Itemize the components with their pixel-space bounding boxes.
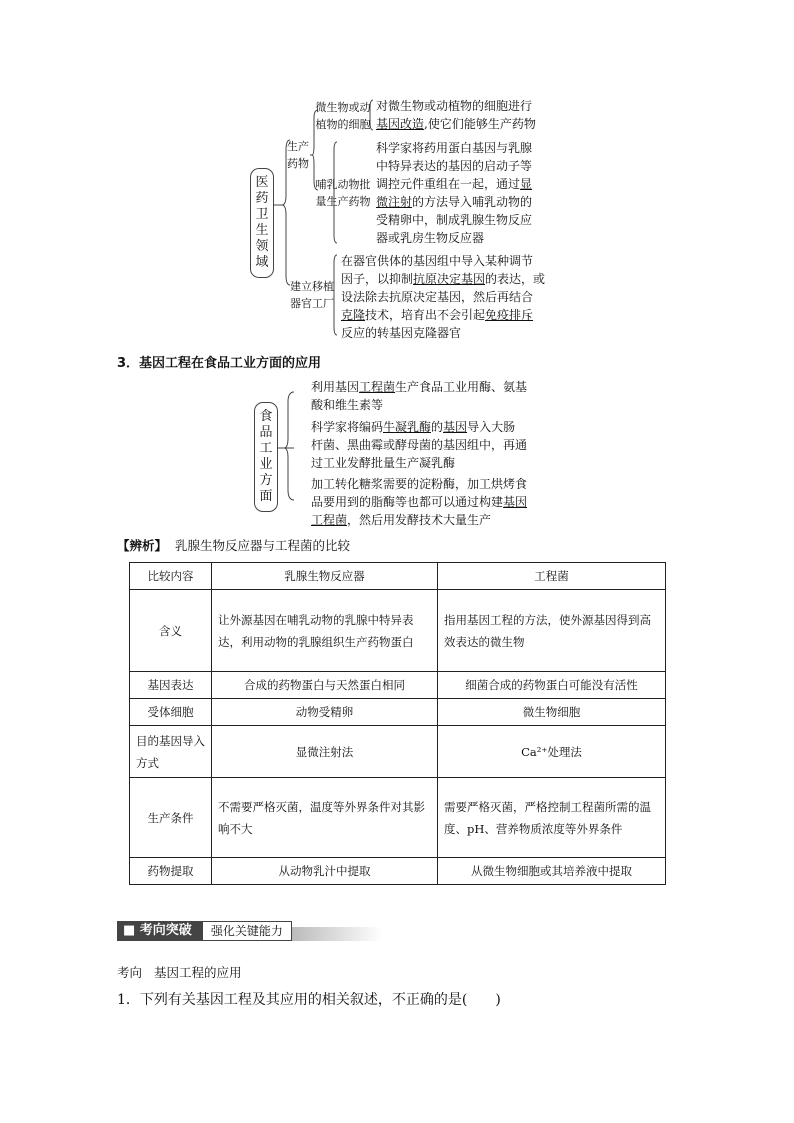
section3-heading: 3．基因工程在食品工业方面的应用 bbox=[117, 356, 322, 371]
table-cell: 从微生物细胞或其培养液中提取 bbox=[438, 858, 666, 885]
table-cell: 合成的药物蛋白与天然蛋白相同 bbox=[212, 672, 438, 699]
table-header: 乳腺生物反应器 bbox=[212, 563, 438, 590]
comparison-table bbox=[129, 562, 666, 885]
table-cell: 细菌合成的药物蛋白可能没有活性 bbox=[438, 672, 666, 699]
table-row bbox=[130, 699, 666, 726]
table-header: 工程菌 bbox=[438, 563, 666, 590]
analysis-tag: 【辨析】 bbox=[117, 538, 168, 553]
table-header-row bbox=[130, 563, 666, 590]
table-row bbox=[130, 672, 666, 699]
organ-text: 在器官供体的基因组中导入某种调节 因子，以抑制抗原决定基因的表达，或 设法除去抗原决定基因，然后再结合 克隆技术，培育出不会引起免疫排斥 反应的转基因克隆器官 bbox=[341, 254, 546, 340]
kaoxiang-line bbox=[117, 963, 242, 981]
food-root-node: 食 品 工 业 方 面 bbox=[254, 402, 278, 512]
food-item-3: 加工转化糖浆需要的淀粉酶，加工烘烤食 品要用到的脂酶等也都可以通过构建基因 工程菌，然后用发酵技术大量生产 bbox=[311, 477, 528, 527]
organ-label: 建立移植 器官工厂 bbox=[290, 280, 334, 310]
table-cell: 含义 bbox=[130, 590, 212, 672]
table-cell: 显微注射法 bbox=[212, 726, 438, 778]
food-item-1: 利用基因工程菌生产食品工业用酶、氨基 酸和维生素等 bbox=[311, 380, 528, 412]
drug-micro-label: 微生物或动 植物的细胞 bbox=[315, 101, 371, 131]
banner-light-label: 强化关键能力 bbox=[202, 921, 292, 941]
banner-dark-label: ■ 考向突破 bbox=[117, 921, 202, 941]
table-row bbox=[130, 778, 666, 858]
question-1: 1．下列有关基因工程及其应用的相关叙述，不正确的是( ) bbox=[117, 992, 501, 1008]
drug-mammal-label: 哺乳动物批 量生产药物 bbox=[315, 178, 371, 208]
table-cell: 动物受精卵 bbox=[212, 699, 438, 726]
table-cell: 不需要严格灭菌，温度等外界条件对其影响不大 bbox=[212, 778, 438, 858]
table-cell: 从动物乳汁中提取 bbox=[212, 858, 438, 885]
kaoxiang-title: 基因工程的应用 bbox=[154, 965, 242, 980]
table-cell: 生产条件 bbox=[130, 778, 212, 858]
analysis-title bbox=[117, 536, 350, 554]
drug-micro-text: 对微生物或动植物的细胞进行 基因改造,使它们能够生产药物 bbox=[376, 99, 536, 131]
drug-mammal-text: 科学家将药用蛋白基因与乳腺 中特异表达的基因的启动子等 调控元件重组在一起，通过显 微注射的方法导入哺乳动物的 受精卵中，制成乳腺生物反应 器或乳房生物反应器 bbox=[376, 141, 533, 245]
medical-root-node: 医 药 卫 生 领 域 bbox=[250, 168, 274, 278]
food-item-2: 科学家将编码牛凝乳酶的基因导入大肠 杆菌、黑曲霉或酵母菌的基因组中，再通 过工业发酵批量生产凝乳酶 bbox=[311, 420, 528, 470]
table-cell: 需要严格灭菌，严格控制工程菌所需的温度、pH、营养物质浓度等外界条件 bbox=[438, 778, 666, 858]
analysis-heading: 乳腺生物反应器与工程菌的比较 bbox=[175, 538, 351, 553]
table-cell: 目的基因导入方式 bbox=[130, 726, 212, 778]
table-cell: 指用基因工程的方法，使外源基因得到高效表达的微生物 bbox=[438, 590, 666, 672]
table-cell: 让外源基因在哺乳动物的乳腺中特异表达，利用动物的乳腺组织生产药物蛋白 bbox=[212, 590, 438, 672]
table-row bbox=[130, 590, 666, 672]
table-row bbox=[130, 726, 666, 778]
section-banner bbox=[117, 921, 382, 941]
table-cell: 微生物细胞 bbox=[438, 699, 666, 726]
kaoxiang-label: 考向 bbox=[117, 965, 143, 980]
table-cell: Ca²⁺处理法 bbox=[438, 726, 666, 778]
table-cell: 受体细胞 bbox=[130, 699, 212, 726]
banner-fade bbox=[292, 927, 382, 941]
table-cell: 药物提取 bbox=[130, 858, 212, 885]
table-cell: 基因表达 bbox=[130, 672, 212, 699]
branch-drug-label: 生产 药物 bbox=[287, 140, 309, 170]
table-row bbox=[130, 858, 666, 885]
table-header: 比较内容 bbox=[130, 563, 212, 590]
